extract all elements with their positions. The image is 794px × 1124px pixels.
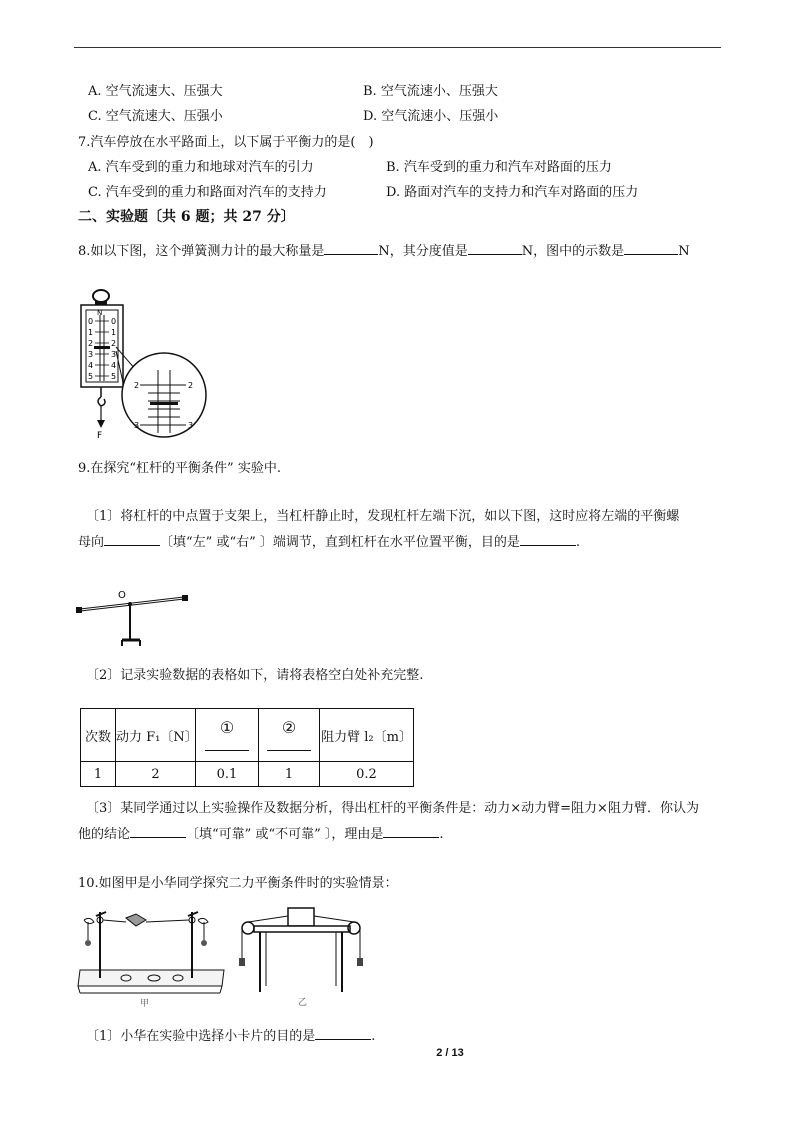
table-cell: 1: [81, 762, 116, 787]
q8-blank-division[interactable]: [468, 242, 522, 255]
zoom-label-3-right: 3: [188, 421, 194, 430]
q7-option-c[interactable]: C. 汽车受到的重力和路面对汽车的支持力: [88, 185, 327, 200]
q10-text-a: 〔1〕小华在实验中选择小卡片的目的是: [86, 1029, 316, 1044]
scale-right-4: 4: [111, 361, 117, 370]
figure-jia: [74, 898, 232, 1010]
lever-figure: [70, 580, 195, 655]
q8-blank-max[interactable]: [324, 242, 378, 255]
table-header-circle-2: ②: [281, 718, 297, 737]
q8-text-3: N，图中的示数是: [521, 244, 625, 259]
q7-option-a[interactable]: A. 汽车受到的重力和地球对汽车的引力: [88, 160, 314, 175]
q8-text-4: N: [678, 244, 690, 259]
q6-option-a[interactable]: A. 空气流速大、压强大: [88, 84, 223, 99]
q9-text-a: 母向: [78, 535, 105, 550]
q9-text-c: .: [575, 535, 581, 550]
figure-jia-label: 甲: [140, 999, 150, 1009]
q6-option-d[interactable]: D. 空气流速小、压强小: [363, 109, 499, 124]
q10-blank-purpose[interactable]: [315, 1027, 371, 1040]
force-label: F: [97, 431, 103, 441]
q9-text-b: 〔填“左” 或“右” 〕端调节，直到杠杆在水平位置平衡，目的是: [160, 535, 520, 550]
zoom-label-2-right: 2: [188, 381, 194, 390]
table-row: [81, 762, 414, 787]
q8-text-1: 8.如以下图，这个弹簧测力计的最大称量是: [78, 244, 325, 259]
q10-stem: 10.如图甲是小华同学探究二力平衡条件时的实验情景：: [78, 876, 398, 891]
q9-part1-line2: [78, 531, 580, 550]
scale-left-0: 0: [88, 317, 94, 326]
q6-option-b[interactable]: B. 空气流速小、压强大: [363, 84, 498, 99]
table-cell: 0.2: [320, 762, 414, 787]
table-header-cell: 阻力臂 l₂〔m〕: [320, 709, 414, 762]
scale-right-3: 3: [111, 350, 117, 359]
scale-left-2: 2: [88, 339, 94, 348]
q9-blank-reliable[interactable]: [130, 825, 186, 838]
table-cell: 1: [259, 762, 320, 787]
figure-yi: [232, 906, 370, 1010]
q9-text-f: .: [439, 827, 444, 842]
table-header-underline: [205, 740, 249, 751]
q9-part3-line2: [78, 823, 444, 842]
pivot-label: O: [118, 590, 126, 601]
table-cell: 0.1: [196, 762, 259, 787]
q7-option-d[interactable]: D. 路面对汽车的支持力和汽车对路面的压力: [386, 185, 639, 200]
q9-part3-line1: 〔3〕某同学通过以上实验操作及数据分析，得出杠杆的平衡条件是：动力×动力臂=阻力×阻力臂．你认为: [86, 801, 699, 816]
q9-blank-reason[interactable]: [383, 825, 439, 838]
q9-text-e: 〔填“可靠” 或“不可靠” 〕，理由是: [186, 827, 384, 842]
q6-option-c[interactable]: C. 空气流速大、压强小: [88, 109, 223, 124]
spring-scale-figure: [76, 285, 216, 445]
q7-stem: 7.汽车停放在水平路面上，以下属于平衡力的是( ): [78, 135, 374, 150]
q9-blank-direction[interactable]: [104, 533, 160, 546]
figure-yi-label: 乙: [298, 998, 308, 1008]
scale-left-1: 1: [88, 328, 94, 337]
scale-unit: N: [97, 309, 103, 317]
table-header-cell: 动力 F₁〔N〕: [116, 709, 196, 762]
table-header-row: [81, 709, 414, 762]
q9-part2: 〔2〕记录实验数据的表格如下，请将表格空白处补充完整.: [86, 668, 424, 683]
table-header-blank-2[interactable]: [259, 709, 320, 762]
scale-left-4: 4: [88, 361, 94, 370]
table-header-circle-1: ①: [219, 718, 235, 737]
q9-part1-line1: 〔1〕将杠杆的中点置于支架上，当杠杆静止时，发现杠杆左端下沉，如以下图，这时应将左端的平衡螺: [86, 509, 680, 524]
q8-stem: [78, 240, 690, 259]
scale-left-5: 5: [88, 372, 94, 381]
q7-option-b[interactable]: B. 汽车受到的重力和汽车对路面的压力: [386, 160, 612, 175]
q10-text-b: .: [371, 1029, 376, 1044]
scale-right-1: 1: [111, 328, 117, 337]
scale-left-3: 3: [88, 350, 94, 359]
page-number: 2 / 13: [436, 1047, 464, 1059]
q10-part1: [86, 1025, 375, 1044]
q8-blank-reading[interactable]: [624, 242, 678, 255]
zoom-label-3-left: 3: [134, 421, 140, 430]
zoom-label-2-left: 2: [134, 381, 140, 390]
data-table: [80, 708, 414, 787]
table-header-underline: [267, 740, 311, 751]
table-cell: 2: [116, 762, 196, 787]
scale-right-5: 5: [111, 372, 117, 381]
q9-text-d: 他的结论: [78, 827, 131, 842]
q8-text-2: N，其分度值是: [378, 244, 468, 259]
scale-right-2: 2: [111, 339, 117, 348]
q9-stem: 9.在探究“杠杆的平衡条件” 实验中.: [78, 461, 281, 476]
scale-right-0: 0: [111, 317, 117, 326]
section-title: 二、实验题〔共 6 题；共 27 分〕: [78, 209, 295, 225]
header-rule: [74, 47, 721, 48]
table-header-blank-1[interactable]: [196, 709, 259, 762]
q9-blank-purpose[interactable]: [520, 533, 576, 546]
table-header-cell: 次数: [81, 709, 116, 762]
